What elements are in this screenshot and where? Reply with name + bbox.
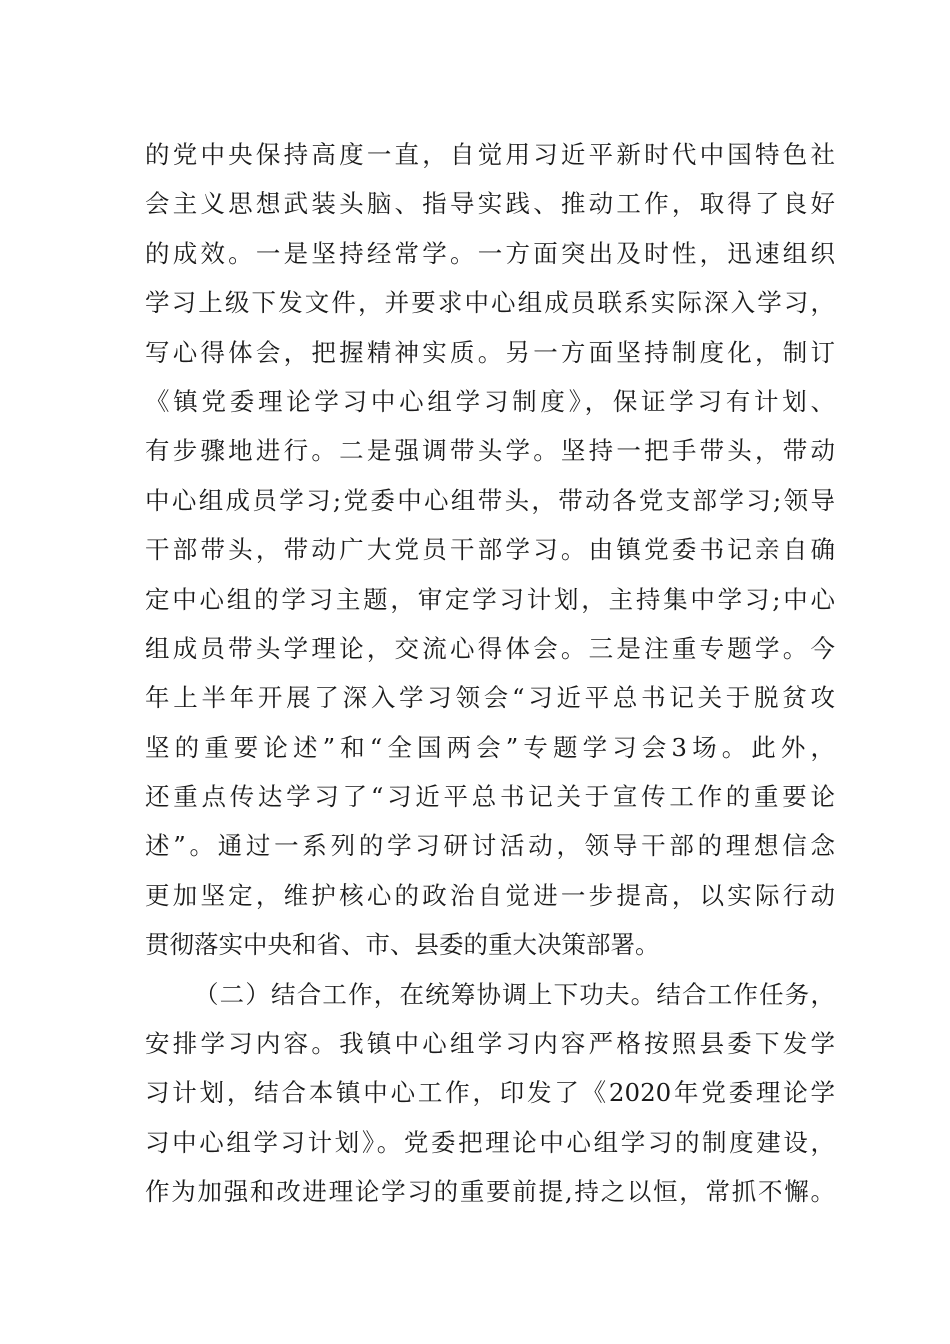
text-line: 坚的重要论述”和“全国两会”专题学习会3场。此外， [145,732,835,762]
text-line: 还重点传达学习了“习近平总书记关于宣传工作的重要论 [145,782,835,812]
text-line: 年上半年开展了深入学习领会“习近平总书记关于脱贫攻 [145,683,835,713]
text-line: 习中心组学习计划》。党委把理论中心组学习的制度建设， [145,1127,835,1157]
text-line: 习计划，结合本镇中心工作，印发了《2020年党委理论学 [145,1078,835,1108]
text-line: 述”。通过一系列的学习研讨活动，领导干部的理想信念 [145,831,835,861]
text-line: 会主义思想武装头脑、指导实践、推动工作，取得了良好 [145,189,835,219]
section-heading-line: （二）结合工作，在统筹协调上下功夫。结合工作任务， [194,979,835,1009]
text-line: 的成效。一是坚持经常学。一方面突出及时性，迅速组织 [145,238,835,268]
body-text [145,130,835,1217]
text-line: 写心得体会，把握精神实质。另一方面坚持制度化，制订 [145,337,835,367]
text-line: 定中心组的学习主题，审定学习计划，主持集中学习;中心 [145,584,835,614]
text-line: 学习上级下发文件，并要求中心组成员联系实际深入学习， [145,288,835,318]
text-line: 安排学习内容。我镇中心组学习内容严格按照县委下发学 [145,1029,835,1059]
text-line: 的党中央保持高度一直，自觉用习近平新时代中国特色社 [145,140,835,169]
text-line: 作为加强和改进理论学习的重要前提,持之以恒，常抓不懈。 [145,1177,835,1207]
text-line: 更加坚定，维护核心的政治自觉进一步提高，以实际行动 [145,880,835,910]
paragraph-end-line: 贯彻落实中央和省、市、县委的重大决策部署。 [145,930,660,960]
text-line: 《镇党委理论学习中心组学习制度》，保证学习有计划、 [145,386,835,416]
text-line: 有步骤地进行。二是强调带头学。坚持一把手带头，带动 [145,436,835,466]
text-line: 干部带头，带动广大党员干部学习。由镇党委书记亲自确 [145,535,835,565]
text-line: 组成员带头学理论，交流心得体会。三是注重专题学。今 [145,633,835,663]
text-line: 中心组成员学习;党委中心组带头，带动各党支部学习;领导 [145,485,835,515]
